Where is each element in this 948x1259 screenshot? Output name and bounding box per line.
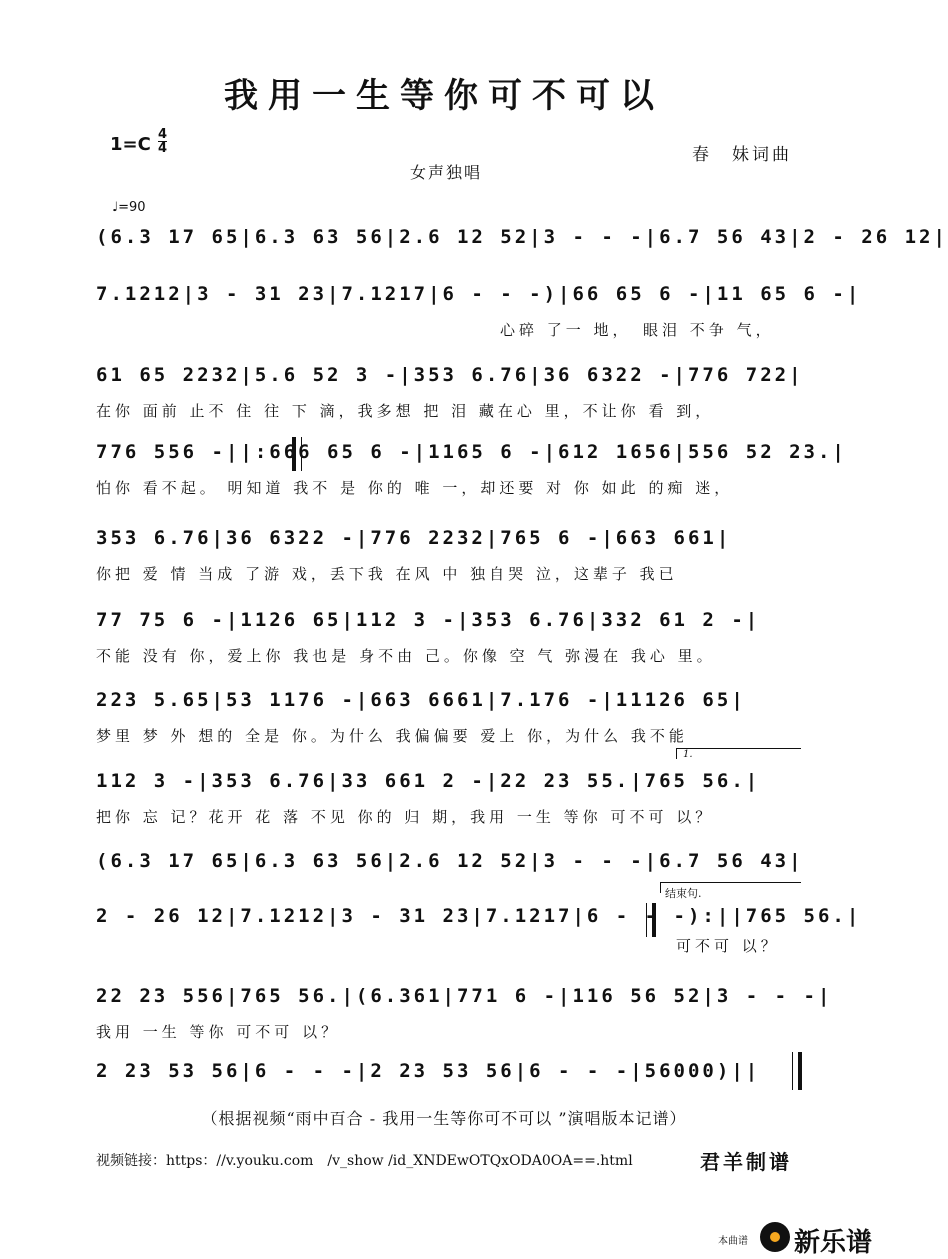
staff-line-1: (6.3 17 65|6.3 63 56|2.6 12 52|3 - - -|6.7 56 43|2 - 26 12|	[96, 226, 948, 248]
staff-line-6: 77 75 6 -|1126 65|112 3 -|353 6.76|332 61 2 -|	[96, 609, 761, 631]
transcription-note: （根据视频“雨中百合 - 我用一生等你可不可以 ”演唱版本记谱）	[201, 1109, 687, 1128]
voice-type: 女声独唱	[410, 163, 483, 182]
video-link[interactable]: 视频链接：https：//v.youku.com /v_show /id_XNDEwOTQxODA0OA==.html	[96, 1153, 633, 1169]
staff-line-2: 7.1212|3 - 31 23|7.1217|6 - - -)|66 65 6 -|11 65 6 -|	[96, 283, 862, 305]
logo-caption: 本曲谱	[718, 1236, 748, 1247]
final-barline	[792, 1052, 802, 1090]
staff-line-7: 223 5.65|53 1176 -|663 6661|7.176 -|11126 65|	[96, 689, 746, 711]
time-sig-numerator: 4	[158, 127, 168, 142]
time-sig-denominator: 4	[158, 141, 168, 156]
tempo-marking: ♩=90	[112, 200, 146, 215]
composer-credit: 春 妹词曲	[692, 145, 792, 165]
staff-line-3: 61 65 2232|5.6 52 3 -|353 6.76|36 6322 -|776 722|	[96, 364, 804, 386]
ending-bracket	[660, 882, 801, 900]
staff-line-12: 2 23 53 56|6 - - -|2 23 53 56|6 - - -|56000)||	[96, 1060, 761, 1082]
ending-label: 结束句.	[665, 887, 702, 900]
lyric-line-2: 心碎 了一 地， 眼泪 不争 气，	[500, 321, 775, 339]
key-signature: 1=C	[110, 134, 151, 155]
lyric-line-10: 可不可 以？	[676, 937, 780, 955]
lyric-line-6: 不能 没有 你，爱上你 我也是 身不由 己。你像 空 气 弥漫在 我心 里。	[96, 647, 716, 665]
staff-line-10: 2 - 26 12|7.1212|3 - 31 23|7.1217|6 - - -):||765 56.|	[96, 905, 862, 927]
lyric-line-3: 在你 面前 止不 住 往 下 滴，我多想 把 泪 藏在心 里，不让你 看 到，	[96, 402, 715, 420]
repeat-start-sign	[292, 437, 302, 471]
lyric-line-8: 把你 忘 记？花开 花 落 不见 你的 归 期，我用 一生 等你 可不可 以？	[96, 808, 715, 826]
site-logo[interactable]: 新乐谱	[794, 1228, 873, 1258]
repeat-end-sign	[646, 903, 656, 937]
staff-line-4: 776 556 -||:666 65 6 -|1165 6 -|612 1656|556 52 23.|	[96, 441, 847, 463]
volta-bracket-1	[676, 748, 801, 759]
lyric-line-7: 梦里 梦 外 想的 全是 你。为什么 我偏偏要 爱上 你，为什么 我不能	[96, 727, 688, 745]
time-signature	[158, 128, 167, 155]
staff-line-11: 22 23 556|765 56.|(6.361|771 6 -|116 56 52|3 - - -|	[96, 985, 833, 1007]
staff-line-8: 112 3 -|353 6.76|33 661 2 -|22 23 55.|765 56.|	[96, 770, 761, 792]
page-title: 我用一生等你可不可以	[224, 76, 664, 116]
volta-label: 1.	[683, 749, 693, 760]
lyric-line-4: 怕你 看不起。 明知道 我不 是 你的 唯 一，却还要 对 你 如此 的痴 迷，	[96, 479, 734, 497]
transcriber-signature: 君羊制谱	[700, 1150, 792, 1174]
staff-line-9: (6.3 17 65|6.3 63 56|2.6 12 52|3 - - -|6.7 56 43|	[96, 850, 804, 872]
vinyl-record-icon	[760, 1222, 790, 1252]
staff-line-5: 353 6.76|36 6322 -|776 2232|765 6 -|663 661|	[96, 527, 732, 549]
lyric-line-5: 你把 爱 情 当成 了游 戏，丢下我 在风 中 独自哭 泣，这辈子 我已	[96, 565, 678, 583]
lyric-line-11: 我用 一生 等你 可不可 以？	[96, 1023, 341, 1041]
